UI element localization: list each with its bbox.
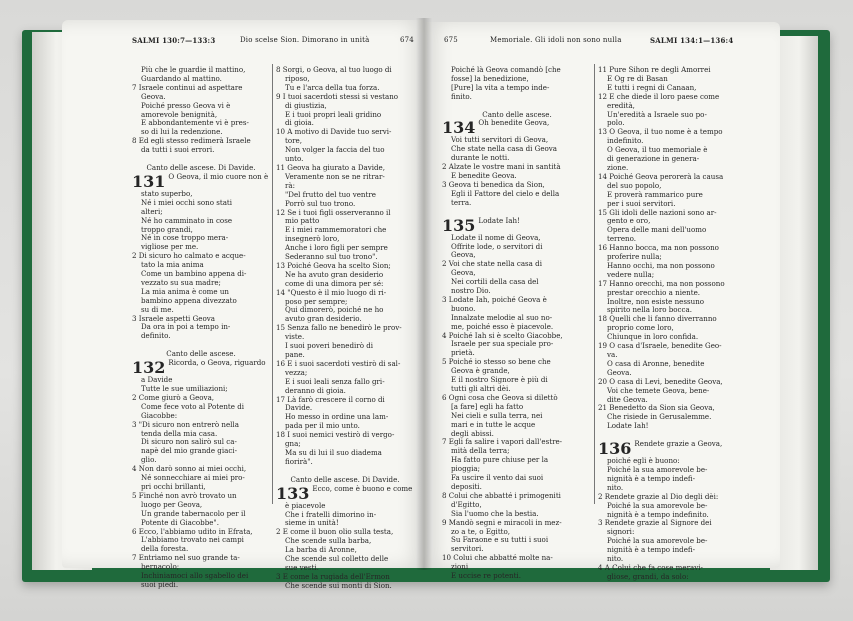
text-line: polo. xyxy=(607,119,625,128)
text-line: Ma su di lui il suo diadema xyxy=(285,448,382,457)
text-line: Egli il Fattore del cielo e della xyxy=(451,189,560,198)
text-line: mari e in tutte le acque xyxy=(451,420,536,429)
text-line xyxy=(442,102,592,111)
text-line: rà: xyxy=(285,181,296,190)
text-line: nignità è a tempo indefi- xyxy=(607,546,696,555)
text-line: Geova, xyxy=(451,251,476,260)
text-line: 9 I tuoi sacerdoti stessi si vestano xyxy=(276,92,399,101)
text-line: 14 "Questo è il mio luogo di ri- xyxy=(276,288,387,297)
text-line: Più che le guardie il mattino, xyxy=(141,66,246,74)
text-line: Lodate Iah! xyxy=(607,422,649,431)
right-column-2 xyxy=(598,66,748,582)
text-line: Guardando al mattino. xyxy=(141,74,222,83)
text-line: Poiché la sua amorevole be- xyxy=(607,465,708,474)
text-line: 20 O casa di Levi, benedite Geova, xyxy=(598,377,723,386)
text-line: su di me. xyxy=(141,305,174,314)
text-line: insegnerò loro, xyxy=(285,235,340,244)
text-line: pioggia; xyxy=(451,465,481,474)
text-line: Poiché presso Geova vi è xyxy=(141,101,231,110)
text-line: L'abbiamo trovato nei campi xyxy=(141,536,244,545)
text-line: Che state nella casa di Geova xyxy=(451,145,558,154)
text-line: Poiché là Geova comandò [che xyxy=(451,66,561,74)
text-line: 21 Benedetto da Sion sia Geova, xyxy=(598,404,715,413)
text-line: nostro Dio. xyxy=(451,287,491,296)
text-line: troppo grandi, xyxy=(141,225,193,234)
text-line: [a fare] egli ha fatto xyxy=(451,402,524,411)
text-line: O Geova, il tuo memoriale è xyxy=(607,146,708,155)
text-line: Geova. xyxy=(607,368,632,377)
text-line: prietà. xyxy=(451,349,475,358)
text-line: Tutte le sue umiliazioni; xyxy=(141,385,228,393)
text-line: Ha fatto pure chiuse per la xyxy=(451,456,549,465)
text-line: Sia l'uomo che la bestia. xyxy=(451,509,539,518)
text-line: zo a te, o Egitto, xyxy=(451,527,511,536)
text-line xyxy=(132,155,270,164)
text-line: prestar orecchio a niente. xyxy=(607,288,701,297)
text-line: Che risiede in Gerusalemme. xyxy=(607,413,712,422)
text-line: unto. xyxy=(285,155,304,164)
text-line: zioni xyxy=(451,563,469,572)
text-line: Geova, xyxy=(451,269,476,278)
text-line: E proverà rammarico pure xyxy=(607,190,703,199)
text-line: amorevole benignità, xyxy=(141,110,218,119)
text-line: zione. xyxy=(607,163,629,172)
right-column-rule xyxy=(594,64,595,504)
text-line: La mia anima è come un xyxy=(141,287,229,296)
text-line: depositi. xyxy=(451,482,482,491)
text-line: 135 Lodate Iah! xyxy=(442,216,520,234)
text-line: signori: xyxy=(607,528,635,537)
text-line: 3 "Di sicuro non entrerò nella xyxy=(132,420,239,429)
text-line: Voi che temete Geova, bene- xyxy=(607,386,710,395)
text-line: E il nostro Signore è più di xyxy=(451,376,548,385)
left-header-title: Dio scelse Sion. Dimorano in unità xyxy=(240,36,370,44)
text-line: gna; xyxy=(285,440,301,449)
text-line: nito. xyxy=(607,483,624,492)
text-line: nignità è a tempo indefinito. xyxy=(607,510,709,519)
text-line: 5 Poiché io stesso so bene che xyxy=(442,358,551,367)
text-line: dite Geova. xyxy=(607,395,648,404)
text-line: 14 Poiché Geova perorerà la causa xyxy=(598,172,724,181)
text-line: pri occhi brillanti, xyxy=(141,482,206,491)
text-line: E tutti i regni di Canaan, xyxy=(607,83,697,92)
text-line: terreno. xyxy=(607,235,636,244)
text-line: pane. xyxy=(285,351,305,359)
text-line: Canto delle ascese. Di Davide. xyxy=(290,475,400,484)
text-line: indefinito. xyxy=(607,137,644,146)
text-line: servitori. xyxy=(451,545,484,554)
text-line: E i tuoi propri leali gridino xyxy=(285,110,382,119)
text-line: per i suoi servitori. xyxy=(607,199,676,208)
text-line: 2 Di sicuro ho calmato e acque- xyxy=(132,252,246,261)
text-line: me, poiché esso è piacevole. xyxy=(451,322,554,331)
text-line: glio. xyxy=(141,456,157,465)
text-line: E i suoi leali senza fallo gri- xyxy=(285,377,385,386)
text-line: Sederanno sul tuo trono". xyxy=(285,253,378,262)
text-line: da tutti i suoi errori. xyxy=(141,146,215,155)
text-line: 10 Colui che abbatté molte na- xyxy=(442,554,553,563)
text-line: 6 Ogni cosa che Geova si dilettò xyxy=(442,393,558,402)
text-line: va. xyxy=(607,351,618,359)
text-line: 4 Poiché Iah si è scelto Giacobbe, xyxy=(442,331,563,340)
text-line: 4 Non darò sonno ai miei occhi, xyxy=(132,465,247,474)
text-line: Anche i loro figli per sempre xyxy=(285,244,388,253)
text-line: E uccise re potenti. xyxy=(451,572,521,581)
text-line: 8 Sorgi, o Geova, al tuo luogo di xyxy=(276,66,392,74)
text-line: poiché egli è buono: xyxy=(607,457,680,466)
text-line: vezzato su sua madre; xyxy=(141,278,221,287)
text-line: d'Egitto, xyxy=(451,500,482,509)
text-line: bambino appena divezzato xyxy=(141,296,237,305)
text-line: alteri; xyxy=(141,207,163,216)
text-line: 136 Rendete grazie a Geova, xyxy=(598,440,723,458)
text-line: Un grande tabernacolo per il xyxy=(141,509,246,518)
text-line: Su Faraone e su tutti i suoi xyxy=(451,536,549,545)
text-line: eredità, xyxy=(607,101,635,110)
text-line: 11 Geova ha giurato a Davide, xyxy=(276,163,386,172)
text-line: gliose, grandi, da solo: xyxy=(607,572,689,581)
text-line: 8 Colui che abbatté i primogeniti xyxy=(442,491,561,500)
text-line: deranno di gioia. xyxy=(285,386,346,395)
text-line: Di sicuro non salirò sul ca- xyxy=(141,438,237,447)
text-line: avuto gran desiderio. xyxy=(285,315,362,324)
text-line: del suo popolo, xyxy=(607,181,662,190)
text-line: Un'eredità a Israele suo po- xyxy=(607,110,707,119)
text-line: proprio come loro, xyxy=(607,324,674,333)
text-line: 18 I suoi nemici vestirò di vergo- xyxy=(276,431,395,440)
text-line: "Del frutto del tuo ventre xyxy=(285,190,376,199)
text-line: Poiché la sua amorevole be- xyxy=(607,501,708,510)
text-line: vezza; xyxy=(285,368,308,377)
text-line: Opera delle mani dell'uomo xyxy=(607,226,707,235)
text-line: 5 Finché non avrò trovato un xyxy=(132,491,237,500)
text-line: Inchiniamoci allo sgabello dei xyxy=(141,572,249,581)
text-line: Potente di Giacobbe". xyxy=(141,518,219,527)
text-line: E i miei rammemoratori che xyxy=(285,226,387,235)
text-line xyxy=(132,341,270,350)
text-line: 7 Israele continui ad aspettare xyxy=(132,83,243,92)
right-column-1 xyxy=(442,66,592,581)
text-line: come di una dimora per sé: xyxy=(285,279,384,288)
text-line: della foresta. xyxy=(141,545,189,554)
text-line: fosse] la benedizione, xyxy=(451,74,529,83)
text-line: Come un bambino appena di- xyxy=(141,270,247,279)
text-line: sieme in unità! xyxy=(285,519,339,528)
text-line: Nei cortili della casa del xyxy=(451,278,539,287)
text-line: 16 Hanno bocca, ma non possono xyxy=(598,244,719,253)
text-line: La barba di Aronne, xyxy=(285,546,357,555)
text-line: Tu e l'arca della tua forza. xyxy=(285,83,380,92)
right-page-number: 675 xyxy=(444,36,458,44)
text-line: suoi piedi. xyxy=(141,580,179,589)
text-line: Poiché la sua amorevole be- xyxy=(607,537,708,546)
text-line: proferire nulla; xyxy=(607,253,662,262)
text-line: E abbondantemente vi è pres- xyxy=(141,119,249,128)
text-line: 10 A motivo di Davide tuo servi- xyxy=(276,128,392,137)
text-line: Offrite lode, o servitori di xyxy=(451,242,543,251)
text-line: vigliose per me. xyxy=(141,243,199,252)
text-line: luogo per Geova, xyxy=(141,500,203,509)
text-line: nignità è a tempo indefi- xyxy=(607,474,696,483)
text-line: Giacobbe: xyxy=(141,411,178,420)
text-line: Non volger la faccia del tuo xyxy=(285,146,385,155)
left-column-rule xyxy=(272,64,273,504)
book-gutter xyxy=(416,18,432,570)
text-line: I suoi poveri benedirò di xyxy=(285,342,374,351)
text-line: E Og re di Basan xyxy=(607,74,668,83)
right-header-ref: SALMI 134:1—136:4 xyxy=(650,36,734,45)
text-line: fiorirà". xyxy=(285,457,313,466)
text-line: Canto delle ascese. xyxy=(166,350,236,359)
text-line: 2 Alzate le vostre mani in santità xyxy=(442,163,561,172)
text-line: 3 Lodate Iah, poiché Geova è xyxy=(442,295,547,304)
text-line: Israele per sua speciale pro- xyxy=(451,340,554,349)
left-column-1 xyxy=(132,66,270,590)
right-header-title: Memoriale. Gli idoli non sono nulla xyxy=(490,36,622,44)
text-line: di generazione in genera- xyxy=(607,155,700,164)
text-line: nito. xyxy=(607,555,624,564)
text-line: 2 Rendete grazie al Dio degli dèi: xyxy=(598,492,719,501)
text-line: 134 Oh benedite Geova, xyxy=(442,119,550,137)
text-line: sue vesti. xyxy=(285,563,319,572)
text-line: 4 A Colui che fa cose meravi- xyxy=(598,563,703,572)
text-line: Geova. xyxy=(141,92,166,101)
text-line: Come fece voto al Potente di xyxy=(141,402,245,411)
text-line: so di lui la redenzione. xyxy=(141,128,223,137)
text-line: Qui dimorerò, poiché ne ho xyxy=(285,306,384,315)
text-line: Ho messo in ordine una lam- xyxy=(285,413,389,422)
text-line: napè del mio grande giaci- xyxy=(141,447,237,456)
text-line: terra. xyxy=(451,198,472,207)
text-line: viste. xyxy=(285,333,305,342)
text-line: 17 Là farò crescere il corno di xyxy=(276,395,385,404)
text-line: tato la mia anima xyxy=(141,261,204,270)
text-line: mio patto xyxy=(285,217,320,226)
text-line: 8 Ed egli stesso redimerà Israele xyxy=(132,137,251,146)
text-line: Inoltre, non esiste nessuno xyxy=(607,297,705,306)
text-line: finito. xyxy=(451,92,472,101)
text-line: definito. xyxy=(141,332,171,341)
text-line: 3 È come la rugiada dell'Ermon xyxy=(276,572,390,581)
text-line: poso per sempre; xyxy=(285,297,348,306)
text-line: Che i fratelli dimorino in- xyxy=(285,510,377,519)
text-line: 7 Entriamo nel suo grande ta- xyxy=(132,554,240,563)
text-line: [Pure] la vita a tempo inde- xyxy=(451,83,550,92)
text-line: 19 O casa d'Israele, benedite Geo- xyxy=(598,342,722,351)
text-line: 3 Israele aspetti Geova xyxy=(132,314,215,323)
text-line: Fa uscire il vento dai suoi xyxy=(451,474,544,483)
text-line: durante le notti. xyxy=(451,154,510,163)
text-line: Lodate il nome di Geova, xyxy=(451,233,541,242)
text-line: pada per il mio unto. xyxy=(285,422,360,431)
text-line: 133 Ecco, come è buono e come xyxy=(276,484,413,502)
text-line: 2 È come il buon olio sulla testa, xyxy=(276,528,394,537)
text-line: bernacolo; xyxy=(141,563,180,572)
text-line: mità della terra; xyxy=(451,447,510,456)
text-line: 3 Rendete grazie al Signore dei xyxy=(598,519,712,528)
text-line: 18 Quelli che li fanno diverranno xyxy=(598,315,717,324)
text-line: a Davide xyxy=(141,376,173,385)
text-line: Innalzate melodie al suo no- xyxy=(451,313,553,322)
text-line: stato superbo, xyxy=(141,189,193,198)
text-line: O casa di Aronne, benedite xyxy=(607,359,705,368)
text-line: Ne ha avuto gran desiderio xyxy=(285,270,384,279)
text-line: 132 Ricorda, o Geova, riguardo xyxy=(132,359,266,377)
text-line: Che scende sui monti di Sion. xyxy=(285,581,392,590)
text-line: 12 E che diede il loro paese come xyxy=(598,92,720,101)
text-line: Canto delle ascese. Di Davide. xyxy=(146,163,256,172)
text-line: 2 Voi che state nella casa di xyxy=(442,260,542,269)
text-line: 7 Egli fa salire i vapori dall'estre- xyxy=(442,438,563,447)
text-line: E benedite Geova. xyxy=(451,172,517,181)
text-line: di giustizia, xyxy=(285,101,327,110)
text-line xyxy=(442,208,592,217)
text-line: gento e oro, xyxy=(607,217,651,226)
text-line: Né ho camminato in cose xyxy=(141,216,233,225)
text-line: 15 Senza fallo ne benedirò le prov- xyxy=(276,324,402,333)
text-line: Geova è grande, xyxy=(451,367,510,376)
text-line: Che scende sul colletto delle xyxy=(285,555,389,564)
text-line: spirito nella loro bocca. xyxy=(607,306,692,315)
text-line: 17 Hanno orecchi, ma non possono xyxy=(598,279,725,288)
text-line: è piacevole xyxy=(285,501,326,510)
text-line: Che scende sulla barba, xyxy=(285,537,372,546)
text-line: Voi tutti servitori di Geova, xyxy=(451,136,549,145)
text-line: Porrò sul tuo trono. xyxy=(285,199,356,208)
text-line: 6 Ecco, l'abbiamo udito in Efrata, xyxy=(132,527,253,536)
text-line: 15 Gli idoli delle nazioni sono ar- xyxy=(598,208,717,217)
text-line: tutti gli altri dèi. xyxy=(451,385,511,393)
text-line: Chiunque in loro confida. xyxy=(607,333,699,342)
text-line: riposo, xyxy=(285,74,310,83)
text-line: Nei cieli e sulla terra, nei xyxy=(451,411,543,420)
text-line: buono. xyxy=(451,304,476,313)
text-line: 2 Come giurò a Geova, xyxy=(132,393,215,402)
text-line: 13 O Geova, il tuo nome è a tempo xyxy=(598,128,723,137)
text-line xyxy=(598,431,748,440)
text-line xyxy=(276,467,414,476)
text-line: degli abissi. xyxy=(451,429,494,438)
text-line: tenda della mia casa. xyxy=(141,429,218,438)
text-line: Veramente non se ne ritrar- xyxy=(285,172,385,181)
text-line: 131 O Geova, il mio cuore non è xyxy=(132,172,269,190)
text-line: 13 Poiché Geova ha scelto Sion; xyxy=(276,261,391,270)
text-line: 12 Se i tuoi figli osserveranno il xyxy=(276,208,391,217)
text-line: Davide. xyxy=(285,404,313,413)
text-line: 3 Geova ti benedica da Sion, xyxy=(442,180,545,189)
left-header-ref: SALMI 130:7—133:3 xyxy=(132,36,216,45)
text-line: 9 Mandò segni e miracoli in mez- xyxy=(442,518,562,527)
text-line: vedere nulla; xyxy=(607,270,655,279)
text-line: 11 Pure Sihon re degli Amorrei xyxy=(598,66,711,74)
left-column-2 xyxy=(276,66,414,591)
text-line: Né in cose troppo mera- xyxy=(141,234,229,243)
left-page-number: 674 xyxy=(400,36,414,44)
text-line: di gioia. xyxy=(285,119,314,128)
text-line: Né i miei occhi sono stati xyxy=(141,198,233,207)
text-line: 16 E i suoi sacerdoti vestirò di sal- xyxy=(276,359,401,368)
text-line: Né sonnecchiare ai miei pro- xyxy=(141,474,245,483)
text-line: Da ora in poi a tempo in- xyxy=(141,323,231,332)
text-line: Hanno occhi, ma non possono xyxy=(607,261,715,270)
text-line: tore, xyxy=(285,137,302,146)
text-line: Canto delle ascese. xyxy=(482,110,552,119)
